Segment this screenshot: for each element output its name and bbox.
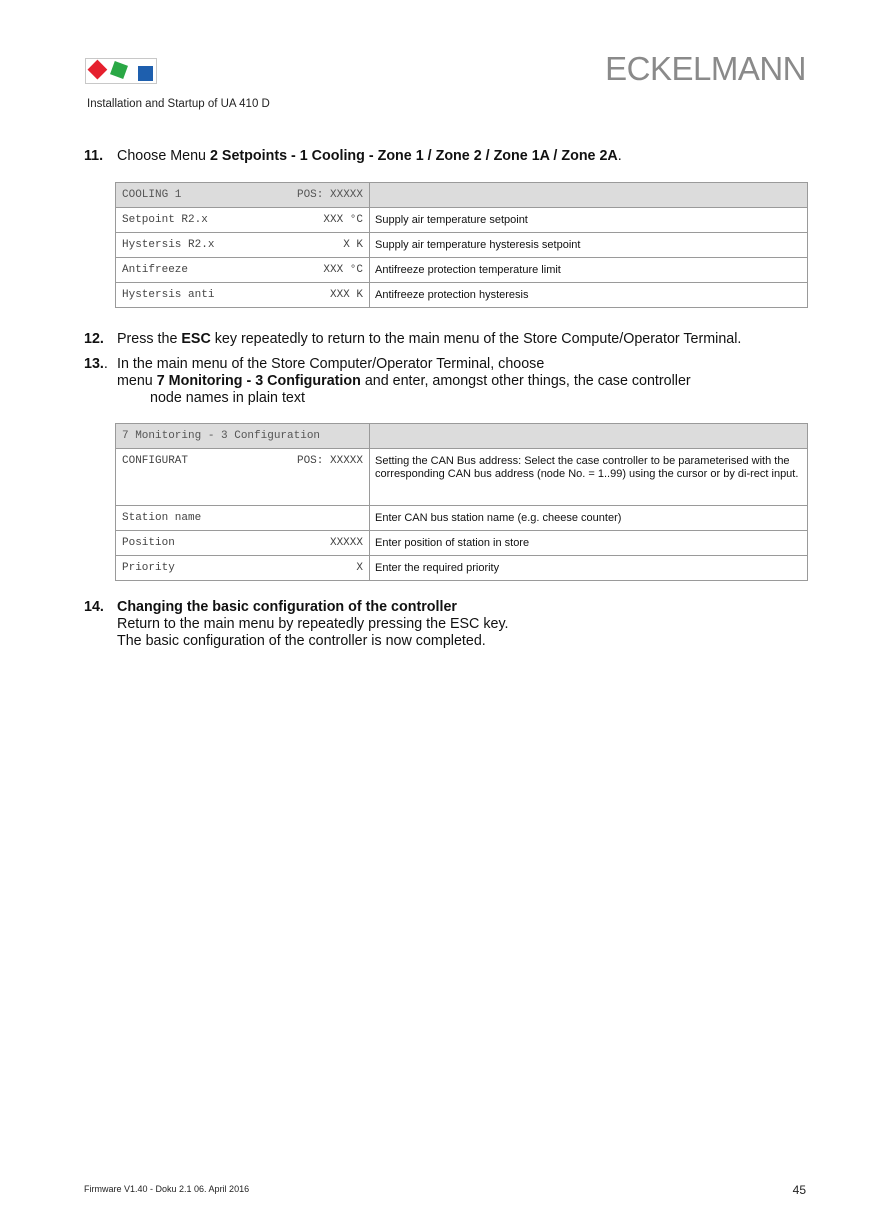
- step-number: 14.: [84, 599, 104, 615]
- table-header-desc: [370, 424, 808, 449]
- step-number: [84, 356, 108, 373]
- table-row: [116, 258, 808, 283]
- step-line-3: node names in plain text: [150, 390, 305, 406]
- footer-text: Firmware V1.40 - Doku 2.1 06. April 2016: [84, 1184, 250, 1194]
- step-line-1: Return to the main menu by repeatedly pressing the ESC key.: [117, 616, 509, 632]
- step-text-pre: Press the: [117, 331, 182, 347]
- param-description: Enter the required priority: [370, 556, 808, 581]
- step-text: [117, 599, 509, 650]
- logo-blue-square: [138, 66, 153, 81]
- step-line-1: In the main menu of the Store Computer/Operator Terminal, choose: [117, 356, 545, 372]
- step-number-suffix: .: [103, 356, 108, 372]
- step-number-text: 13.: [84, 356, 104, 372]
- step-text: [117, 148, 622, 165]
- table-header-desc: [370, 183, 808, 208]
- menu-path: 7 Monitoring - 3 Configuration: [156, 373, 361, 389]
- step-text-pre: Choose Menu: [117, 148, 210, 164]
- page-number: 45: [792, 1183, 806, 1197]
- table-header-row: [116, 424, 808, 449]
- table-row: [116, 449, 808, 506]
- table-row: [116, 233, 808, 258]
- param-name: CONFIGURAT: [122, 455, 189, 467]
- param-name: Position: [122, 537, 175, 549]
- param-description: Antifreeze protection hysteresis: [370, 283, 808, 308]
- logo-red-diamond: [88, 60, 108, 80]
- step-line-2: [117, 373, 691, 390]
- param-description: Supply air temperature hysteresis setpoint: [370, 233, 808, 258]
- param-value: POS: XXXXX: [296, 455, 363, 467]
- table-row: [116, 506, 808, 531]
- cooling-menu-table: [115, 182, 808, 308]
- param-name: Hystersis R2.x: [122, 239, 215, 251]
- step-text-post: key repeatedly to return to the main menu of the Store Compute/Operator Terminal.: [210, 331, 742, 347]
- table-row: [116, 208, 808, 233]
- step-number: 12.: [84, 331, 104, 347]
- param-name: Priority: [122, 562, 175, 574]
- param-value: XXXXX: [329, 537, 363, 549]
- step-text: [117, 331, 741, 348]
- esc-key-label: ESC: [181, 331, 211, 347]
- param-name: Station name: [122, 512, 202, 524]
- param-description: Supply air temperature setpoint: [370, 208, 808, 233]
- menu-title: COOLING 1: [122, 189, 182, 201]
- step-line-2-post: and enter, amongst other things, the case controller: [360, 373, 691, 389]
- logo-green-square: [110, 61, 128, 79]
- table-row: [116, 531, 808, 556]
- table-row: [116, 283, 808, 308]
- step-line-2: The basic configuration of the controller is now completed.: [117, 633, 486, 649]
- table-header-cell: [116, 424, 370, 449]
- brand-name: ECKELMANN: [605, 50, 806, 87]
- param-description: Enter position of station in store: [370, 531, 808, 556]
- menu-pos: POS: XXXXX: [296, 189, 363, 201]
- param-value: X: [356, 562, 363, 574]
- param-name: Antifreeze: [122, 264, 189, 276]
- step-title: Changing the basic configuration of the controller: [117, 599, 457, 615]
- document-subtitle: Installation and Startup of UA 410 D: [87, 98, 270, 110]
- step-line-2-pre: menu: [117, 373, 157, 389]
- eckelmann-logo: [85, 58, 157, 84]
- step-text: [117, 356, 691, 407]
- param-description: Setting the CAN Bus address: Select the case controller to be parameterised with the corresponding CAN bus address (node No. = 1..99) using the cursor or by di-rect input.: [370, 449, 808, 506]
- step-text-post: .: [617, 148, 622, 164]
- param-description: Enter CAN bus station name (e.g. cheese counter): [370, 506, 808, 531]
- table-header-cell: [116, 183, 370, 208]
- table-header-row: [116, 183, 808, 208]
- param-description: Antifreeze protection temperature limit: [370, 258, 808, 283]
- monitoring-config-table: [115, 423, 808, 581]
- param-value: XXX K: [329, 289, 363, 301]
- param-name: Setpoint R2.x: [122, 214, 208, 226]
- param-value: XXX °C: [323, 214, 363, 226]
- param-name: Hystersis anti: [122, 289, 215, 301]
- step-number: 11.: [84, 148, 104, 164]
- menu-path: 2 Setpoints - 1 Cooling - Zone 1 / Zone 2 / Zone 1A / Zone 2A: [210, 148, 618, 164]
- menu-title: 7 Monitoring - 3 Configuration: [122, 430, 321, 442]
- param-value: XXX °C: [323, 264, 363, 276]
- table-row: [116, 556, 808, 581]
- param-value: X K: [343, 239, 363, 251]
